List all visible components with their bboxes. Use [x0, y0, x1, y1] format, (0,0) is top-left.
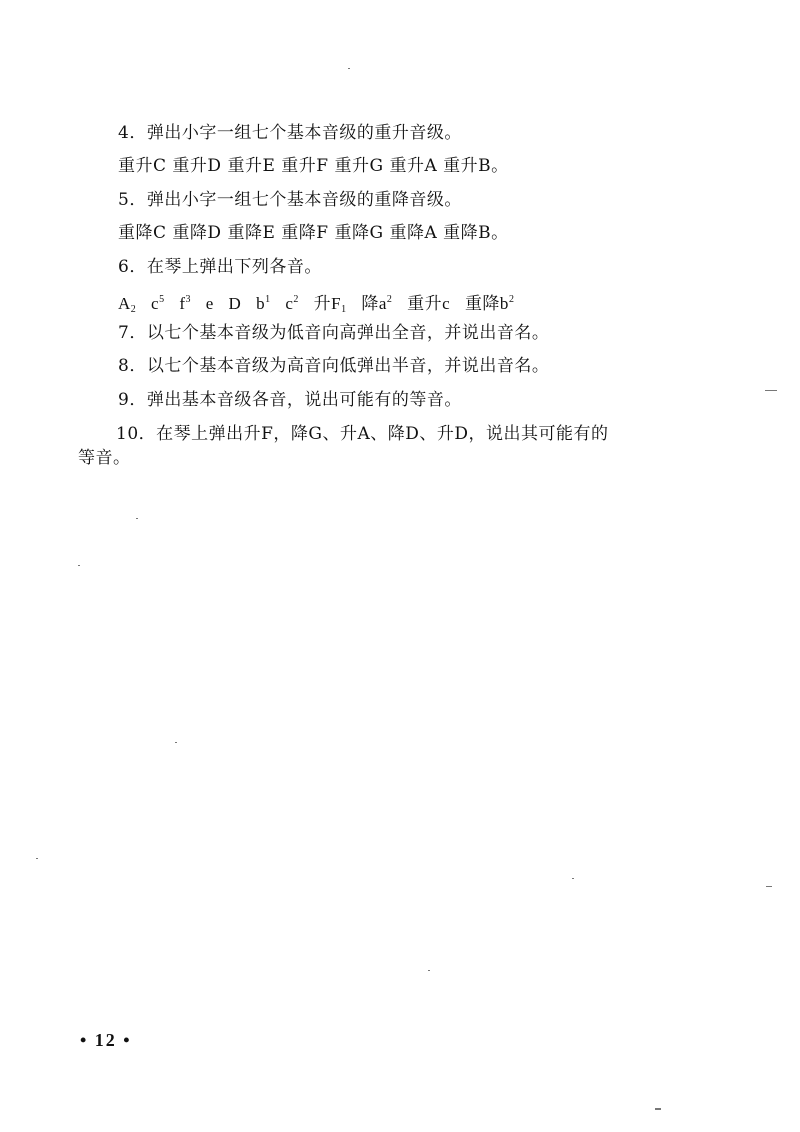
scan-speck	[765, 390, 777, 391]
note-sharp-f-sub1: 升$F_1$	[313, 294, 347, 315]
exercise-10-line1: 10．在琴上弹出升F，降G、升A、降D、升D，说出其可能有的	[116, 424, 609, 444]
scan-speck	[136, 518, 138, 519]
note-double-sharp-c: 重升c	[407, 294, 451, 313]
note-e: e	[205, 294, 214, 313]
exercise-5: 5．弹出小字一组七个基本音级的重降音级。	[118, 190, 462, 210]
scan-speck	[428, 970, 430, 971]
exercise-4-answer: 重升C 重升D 重升E 重升F 重升G 重升A 重升B。	[118, 156, 509, 176]
scan-speck	[572, 878, 574, 879]
scan-speck	[175, 742, 177, 743]
exercise-4: 4．弹出小字一组七个基本音级的重升音级。	[118, 123, 462, 143]
exercise-10-line2: 等音。	[78, 448, 131, 468]
scan-speck	[36, 858, 38, 859]
page-number: • 12 •	[80, 1030, 132, 1050]
scan-speck	[766, 886, 772, 887]
exercise-6-notes	[118, 289, 514, 321]
scan-speck	[348, 68, 350, 69]
exercise-9: 9．弹出基本音级各音，说出可能有的等音。	[118, 390, 462, 410]
note-flat-a-sup2: 降$a^2$	[361, 294, 393, 313]
scan-speck	[655, 1108, 661, 1110]
note-c-sup2: $c^2$	[285, 294, 299, 313]
exercise-6: 6．在琴上弹出下列各音。	[118, 257, 322, 277]
scan-speck	[78, 565, 80, 566]
note-double-flat-b-sup2: 重降$b^2$	[464, 294, 515, 313]
note-b-sup1: $b^1$	[256, 294, 271, 313]
note-f-sup3: $f^3$	[179, 294, 191, 313]
exercise-7: 7．以七个基本音级为低音向高弹出全音，并说出音名。	[118, 323, 550, 343]
note-a-sub2: $A_2$	[118, 294, 137, 315]
exercise-8: 8．以七个基本音级为高音向低弹出半音，并说出音名。	[118, 356, 550, 376]
note-d: D	[228, 294, 242, 313]
note-c-sup5: $c^5$	[151, 294, 165, 313]
exercise-5-answer: 重降C 重降D 重降E 重降F 重降G 重降A 重降B。	[118, 223, 509, 243]
